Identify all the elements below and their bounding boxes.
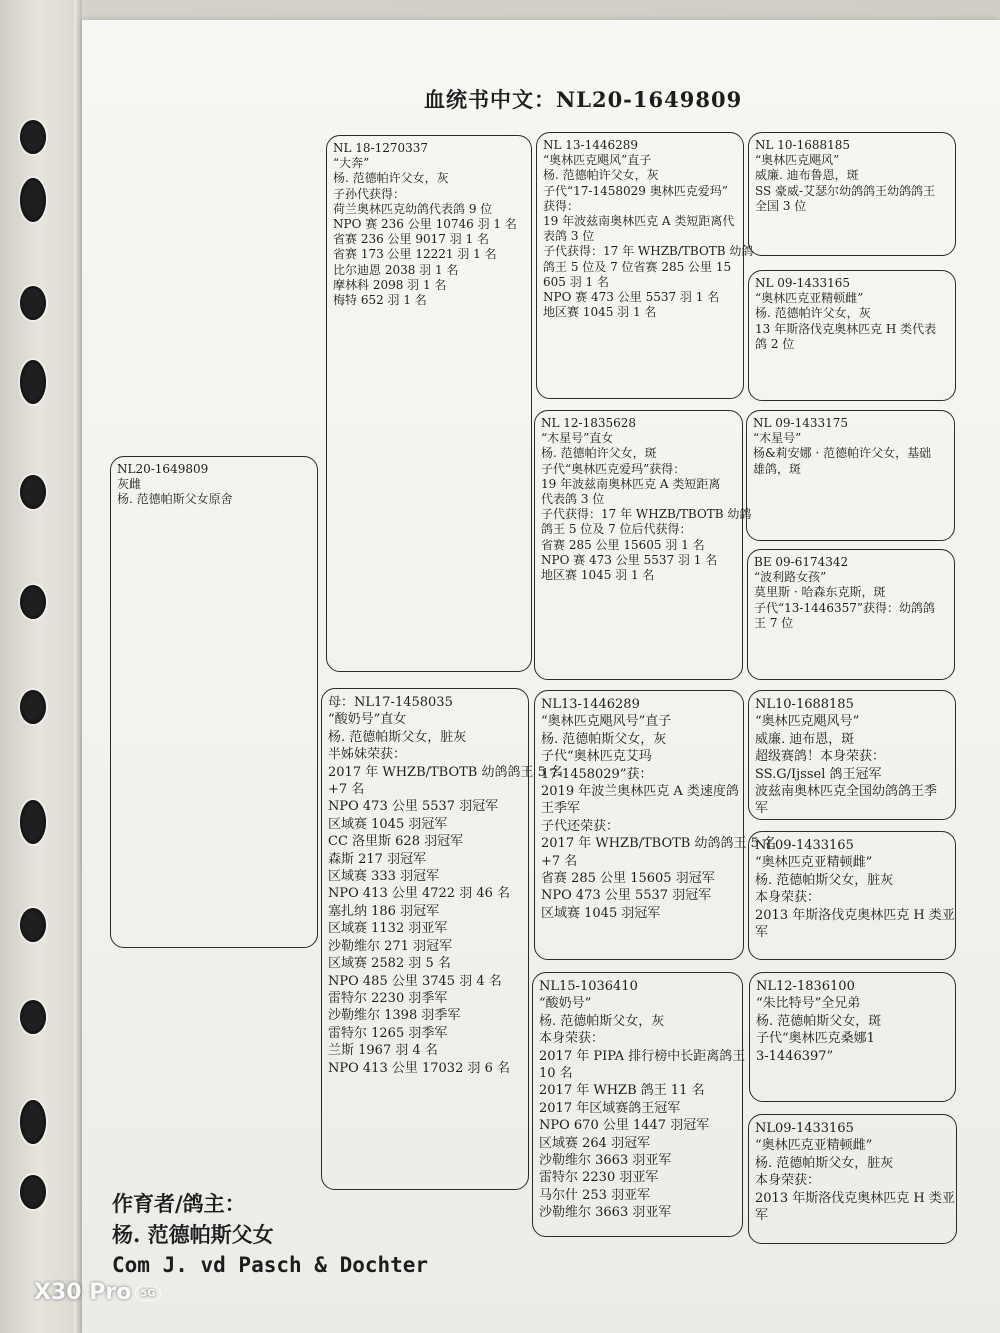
pedigree-line: BE 09-6174342 <box>754 555 849 569</box>
camera-brand: X30 Pro <box>34 1280 132 1305</box>
pedigree-line: 2017 年 WHZB 鸽王 11 名 <box>539 1083 705 1099</box>
punch-hole <box>20 800 46 844</box>
5g-badge: 5G <box>135 1286 160 1301</box>
pedigree-line: NPO 670 公里 1447 羽冠军 <box>539 1118 710 1134</box>
dam-dam-card <box>532 972 746 1237</box>
pedigree-line: NL12-1836100 <box>756 979 855 994</box>
pedigree-line: 2017 年 WHZB/TBOTB 幼鸽鸽王 5 名 <box>541 836 777 852</box>
dam-sire-dam-card <box>748 831 956 960</box>
pedigree-line: 母：NL17-1458035 <box>328 695 453 710</box>
sire-card <box>326 135 532 672</box>
pedigree-line: 表鸽 3 位 <box>543 229 595 244</box>
pedigree-line: 2013 年斯洛伐克奥林匹克 H 类亚 <box>755 1190 955 1206</box>
pedigree-line: NL 10-1688185 <box>755 138 851 152</box>
pedigree-line: “酸奶号”直女 <box>328 712 407 728</box>
pedigree-line: 地区赛 1045 羽 1 名 <box>543 305 657 320</box>
pedigree-line: 杨&莉安娜 · 范德帕许父女，基础 <box>753 446 932 461</box>
punch-hole <box>20 178 46 222</box>
sire-dam-dam-card <box>747 549 955 680</box>
camera-watermark <box>34 1280 254 1310</box>
sire-sire-sire-card <box>748 132 956 256</box>
pedigree-line: NL15-1036410 <box>539 979 638 994</box>
subject-pigeon-card <box>110 456 318 948</box>
pedigree-line: 塞扎纳 186 羽冠军 <box>328 903 440 919</box>
pedigree-line: “奥林匹克亚精顿雌” <box>755 1138 873 1154</box>
punch-hole <box>20 1100 46 1144</box>
pedigree-line: 子代获得：17 年 WHZB/TBOTB 幼鸽 <box>541 507 752 522</box>
pedigree-line: 杨. 范德帕斯父女，斑 <box>756 1013 882 1029</box>
breeder-name-en: Com J. vd Pasch & Dochter <box>112 1253 429 1277</box>
pedigree-line: +7 名 <box>541 853 578 869</box>
pedigree-line: 马尔什 253 羽亚军 <box>539 1187 651 1203</box>
breeder-block <box>112 1188 432 1281</box>
pedigree-line: 波兹南奥林匹克全国幼鸽鸽王季 <box>755 784 938 800</box>
pedigree-line: “木星号”直女 <box>541 431 614 446</box>
pedigree-line: NL 13-1446289 <box>543 138 639 152</box>
pedigree-line: 子代还荣获： <box>541 818 620 834</box>
pedigree-line: 杨. 范德帕许父女，灰 <box>333 171 449 186</box>
pedigree-line: “奥林匹克飓风”直子 <box>543 153 652 168</box>
pedigree-line: 省赛 285 公里 15605 羽冠军 <box>541 871 715 887</box>
dam-sire-sire-card <box>748 690 956 820</box>
pedigree-line: 子代“13-1446357”获得：幼鸽鸽 <box>754 600 936 615</box>
punch-hole <box>20 690 46 724</box>
breeder-name-cn: 杨. 范德帕斯父女 <box>112 1222 274 1247</box>
pedigree-line: 杨. 范德帕斯父女，脏灰 <box>755 872 894 888</box>
breeder-label: 作育者/鸽主： <box>112 1191 246 1216</box>
pedigree-line: 王 7 位 <box>754 615 794 630</box>
punch-hole <box>20 585 46 619</box>
pedigree-line: 雷特尔 2230 羽季军 <box>328 990 448 1006</box>
pedigree-line: 本身荣获： <box>755 1173 821 1189</box>
pedigree-line: 地区赛 1045 羽 1 名 <box>541 568 655 583</box>
pedigree-line: SS 豪威-艾瑟尔幼鸽鸽王幼鸽鸽王 <box>755 183 936 198</box>
pedigree-line: 子代“奥林匹克艾玛 <box>541 749 652 765</box>
pedigree-line: 威廉. 迪布恩，斑 <box>755 731 855 747</box>
pedigree-line: “大奔” <box>333 156 370 171</box>
sire-sire-card <box>536 132 754 399</box>
pedigree-line: 杨. 范德帕斯父女，灰 <box>539 1013 665 1029</box>
pedigree-line: 超级赛鸽！本身荣获： <box>755 749 886 765</box>
pedigree-line: 军 <box>755 1208 769 1224</box>
pedigree-line: 省赛 285 公里 15605 羽 1 名 <box>541 537 705 552</box>
pedigree-line: “奥林匹克飓风号”直子 <box>541 714 672 730</box>
pedigree-line: “奥林匹克亚精顿雌” <box>755 855 873 871</box>
pedigree-line: NL 09-1433175 <box>753 416 849 430</box>
pedigree-line: NL13-1446289 <box>541 697 640 712</box>
pedigree-line: 杨. 范德帕许父女，斑 <box>541 446 657 461</box>
pedigree-title: 血统书中文：NL20-1649809 <box>424 87 743 112</box>
pedigree-line: 灰雌 <box>117 477 142 492</box>
pedigree-line: “波利路女孩” <box>754 570 827 585</box>
sire-dam-sire-card <box>746 410 955 541</box>
pedigree-line: 17-1458029”获： <box>541 766 653 782</box>
pedigree-line: 子孙代获得： <box>333 186 406 201</box>
pedigree-line: 子代“奥林匹克桑娜1 <box>756 1031 875 1047</box>
punch-hole <box>20 1175 46 1209</box>
pedigree-line: 13 年斯洛伐克奥林匹克 H 类代表 <box>755 321 937 336</box>
pedigree-line: +7 名 <box>328 782 365 798</box>
pedigree-line: NL 09-1433165 <box>755 276 851 290</box>
pedigree-line: 沙勒维尔 3663 羽亚军 <box>539 1205 672 1221</box>
pedigree-line: 杨. 范德帕斯父女，脏灰 <box>328 729 467 745</box>
pedigree-line: 沙勒维尔 3663 羽亚军 <box>539 1153 672 1169</box>
punch-hole <box>20 360 46 404</box>
pedigree-line: 19 年波兹南奥林匹克 A 类短距离 <box>541 476 721 491</box>
pedigree-line: NL09-1433165 <box>755 838 854 853</box>
sleeve-edge <box>74 0 82 1333</box>
pedigree-line: 荷兰奥林匹克幼鸽代表鸽 9 位 <box>333 201 493 216</box>
pedigree-line: 区域赛 1045 羽冠军 <box>328 816 448 832</box>
pedigree-line: “奥林匹克飓风号” <box>755 714 860 730</box>
pedigree-line: 2017 年区域赛鸽王冠军 <box>539 1100 681 1116</box>
pedigree-line: 2017 年 WHZB/TBOTB 幼鸽鸽王 5 名 <box>328 764 564 780</box>
pedigree-line: 鸽 2 位 <box>755 336 795 351</box>
pedigree-line: 鸽王 5 位及 7 位后代获得： <box>541 522 692 537</box>
pedigree-line: NPO 473 公里 5537 羽冠军 <box>541 888 712 904</box>
pedigree-line: NL10-1688185 <box>755 697 854 712</box>
pedigree-line: 代表鸽 3 位 <box>541 492 605 507</box>
pedigree-line: “酸奶号” <box>539 996 592 1012</box>
pedigree-line: NPO 473 公里 5537 羽冠军 <box>328 799 499 815</box>
pedigree-line: 沙勒维尔 271 羽冠军 <box>328 938 453 954</box>
pedigree-line: NPO 413 公里 4722 羽 46 名 <box>328 886 511 902</box>
pedigree-line: NPO 赛 473 公里 5537 羽 1 名 <box>543 290 720 305</box>
pedigree-line: NL 18-1270337 <box>333 141 429 155</box>
pedigree-line: SS.G/Ijssel 鸽王冠军 <box>755 766 882 782</box>
pedigree-line: 2017 年 PIPA 排行榜中长距离鸽王 <box>539 1048 746 1064</box>
pedigree-line: 区域赛 333 羽冠军 <box>328 869 440 885</box>
pedigree-line: 子代“奥林匹克爱玛”获得： <box>541 461 686 476</box>
pedigree-line: 森斯 217 羽冠军 <box>328 851 427 867</box>
pedigree-line: NPO 485 公里 3745 羽 4 名 <box>328 973 502 989</box>
pedigree-line: 军 <box>755 925 769 941</box>
pedigree-line: 区域赛 1045 羽冠军 <box>541 905 661 921</box>
punch-hole <box>20 475 46 509</box>
pedigree-line: “木星号” <box>753 431 802 446</box>
pedigree-line: 2019 年波兰奥林匹克 A 类速度鸽 <box>541 784 739 800</box>
pedigree-line: 莫里斯 · 哈森东克斯，斑 <box>754 585 886 600</box>
pedigree-line: NL09-1433165 <box>755 1121 854 1136</box>
pedigree-line: 摩林科 2098 羽 1 名 <box>333 277 447 292</box>
pedigree-line: 比尔迪恩 2038 羽 1 名 <box>333 262 459 277</box>
pedigree-line: “奥林匹克飓风” <box>755 153 840 168</box>
punch-hole <box>20 120 46 154</box>
pedigree-line: 杨. 范德帕斯父女，灰 <box>541 731 667 747</box>
dam-dam-sire-card <box>749 972 956 1102</box>
pedigree-line: “朱比特号”全兄弟 <box>756 996 861 1012</box>
pedigree-line: 兰斯 1967 羽 4 名 <box>328 1043 438 1059</box>
pedigree-line: 省赛 173 公里 12221 羽 1 名 <box>333 247 497 262</box>
pedigree-line: 杨. 范德帕斯父女原舍 <box>117 492 233 507</box>
pedigree-line: 2013 年斯洛伐克奥林匹克 H 类亚 <box>755 907 955 923</box>
pedigree-line: NL 12-1835628 <box>541 416 637 430</box>
sire-sire-dam-card <box>748 270 956 401</box>
punch-hole <box>20 908 46 942</box>
pedigree-line: CC 洛里斯 628 羽冠军 <box>328 834 464 850</box>
pedigree-line: 19 年波兹南奥林匹克 A 类短距离代 <box>543 214 735 229</box>
pedigree-line: 全国 3 位 <box>755 198 807 213</box>
pedigree-line: 605 羽 1 名 <box>543 274 609 289</box>
pedigree-line: “奥林匹克亚精顿雌” <box>755 291 864 306</box>
sire-dam-card <box>534 410 752 680</box>
pedigree-line: NPO 413 公里 17032 羽 6 名 <box>328 1060 511 1076</box>
pedigree-line: 杨. 范德帕许父女，灰 <box>755 306 871 321</box>
pedigree-line: 区域赛 2582 羽 5 名 <box>328 956 451 972</box>
pedigree-line: 半姊妹荣获： <box>328 747 407 763</box>
pedigree-line: 杨. 范德帕斯父女，脏灰 <box>755 1155 894 1171</box>
pedigree-line: 王季军 <box>541 801 581 817</box>
pedigree-line: 本身荣获： <box>539 1031 605 1047</box>
pedigree-line: 军 <box>755 801 769 817</box>
pedigree-line: 鸽王 5 位及 7 位省赛 285 公里 15 <box>543 259 732 274</box>
pedigree-line: 雷特尔 1265 羽季军 <box>328 1025 448 1041</box>
pedigree-line: 3-1446397” <box>756 1048 834 1064</box>
pedigree-line: 获得： <box>543 198 580 213</box>
pedigree-line: 雷特尔 2230 羽亚军 <box>539 1170 659 1186</box>
pedigree-line: 区域赛 1132 羽亚军 <box>328 921 448 937</box>
pedigree-line: NPO 赛 473 公里 5537 羽 1 名 <box>541 552 718 567</box>
pedigree-line: NL20-1649809 <box>117 462 209 476</box>
pedigree-line: NPO 赛 236 公里 10746 羽 1 名 <box>333 217 517 232</box>
dam-dam-dam-card <box>748 1114 957 1244</box>
pedigree-line: 省赛 236 公里 9017 羽 1 名 <box>333 232 489 247</box>
pedigree-line: 雄鸽，斑 <box>753 461 802 476</box>
pedigree-line: 杨. 范德帕许父女，灰 <box>543 168 659 183</box>
pedigree-line: 梅特 652 羽 1 名 <box>333 293 427 308</box>
dam-sire-card <box>534 690 777 960</box>
punch-hole <box>20 286 46 320</box>
pedigree-line: 本身荣获： <box>755 890 821 906</box>
pedigree-line: 区域赛 264 羽冠军 <box>539 1135 651 1151</box>
pedigree-line: 10 名 <box>539 1066 573 1082</box>
punch-hole <box>20 1000 46 1034</box>
pedigree-line: 威廉. 迪布鲁恩，斑 <box>755 168 859 183</box>
pedigree-line: 沙勒维尔 1398 羽季军 <box>328 1008 461 1024</box>
pedigree-line: 子代“17-1458029 奥林匹克爱玛” <box>543 183 728 198</box>
pedigree-line: 子代获得：17 年 WHZB/TBOTB 幼鸽 <box>543 244 754 259</box>
